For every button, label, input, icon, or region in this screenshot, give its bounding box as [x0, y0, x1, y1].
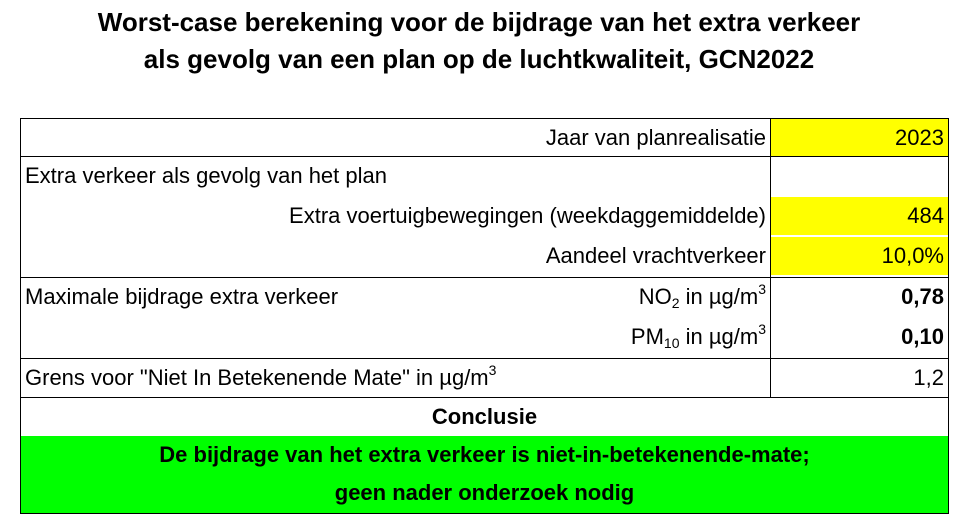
row-divider [21, 397, 948, 398]
column-divider [770, 119, 771, 397]
row-divider [21, 358, 948, 359]
grens-label: Grens voor "Niet In Betekenende Mate" in $\mu g/m^3$ [25, 362, 497, 390]
row-divider [21, 277, 948, 278]
vracht-label: Aandeel vrachtverkeer [545, 243, 766, 268]
max-bijdrage-label: Maximale bijdrage extra verkeer [25, 284, 339, 309]
voertuig-label: Extra voertuigbewegingen (weekdaggemiddelde) [289, 203, 766, 228]
jaar-label: Jaar van planrealisatie [545, 125, 766, 150]
voertuig-value[interactable]: 484 [770, 197, 948, 235]
conclusie-result [21, 436, 948, 513]
vracht-value[interactable]: 10,0% [770, 237, 948, 275]
no2-label: $NO_2$ in $\mu g/m^3$ [638, 281, 766, 311]
jaar-value[interactable]: 2023 [770, 119, 948, 157]
title-line-1: Worst-case berekening voor de bijdrage van het extra verkeer [97, 7, 861, 37]
title-line-2: als gevolg van een plan op de luchtkwaliteit, GCN2022 [143, 44, 815, 74]
calculation-table [20, 118, 949, 514]
conclusie-line-2: geen nader onderzoek nodig [334, 480, 635, 505]
no2-value: 0,78 [901, 284, 944, 309]
row-divider [21, 156, 948, 157]
page-title [0, 4, 958, 78]
grens-value: 1,2 [913, 365, 944, 390]
pm10-value: 0,10 [901, 324, 944, 349]
conclusie-line-1: De bijdrage van het extra verkeer is niet-in-betekenende-mate; [159, 442, 810, 467]
conclusie-label: Conclusie [431, 404, 538, 429]
pm10-label: $PM_{10}$ in $\mu g/m^3$ [630, 321, 766, 351]
extra-verkeer-label: Extra verkeer als gevolg van het plan [25, 163, 387, 188]
